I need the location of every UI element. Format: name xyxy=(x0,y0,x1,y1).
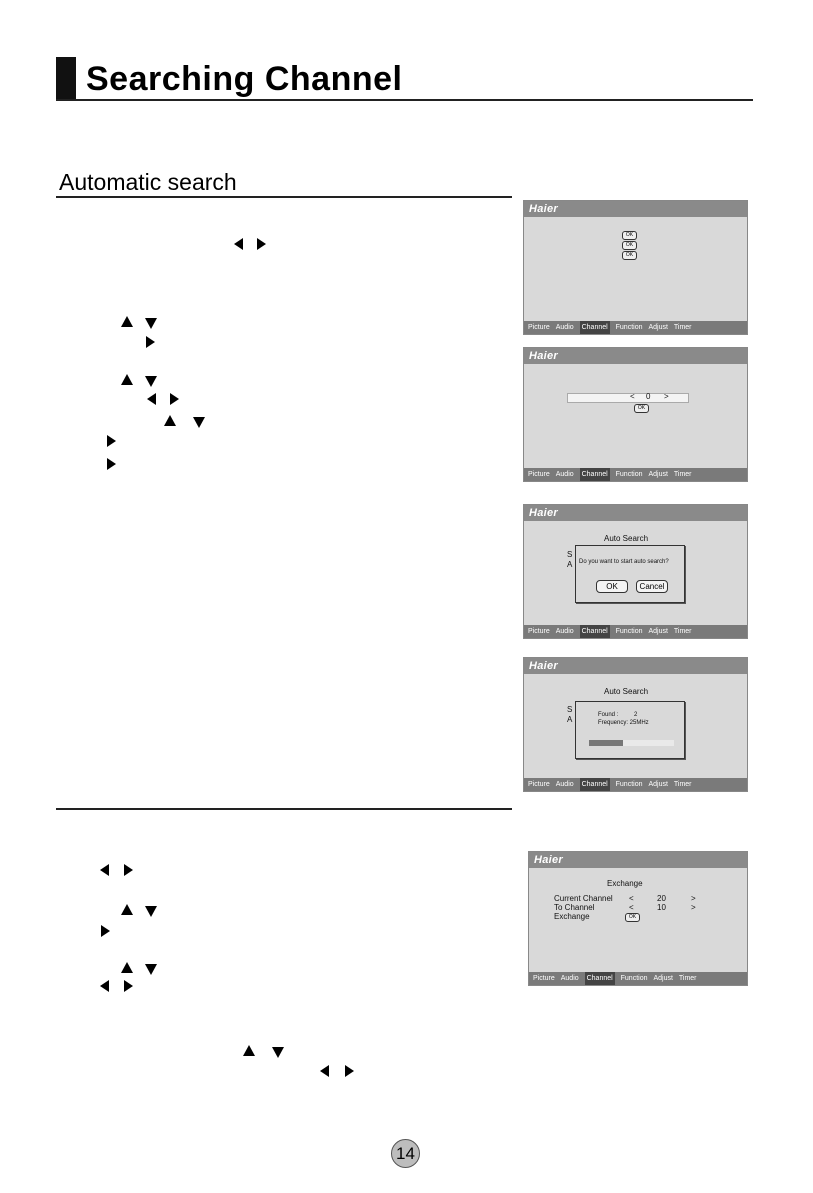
partial-label: S xyxy=(567,550,573,559)
menu-function[interactable]: Function xyxy=(615,628,643,635)
menu-adjust[interactable]: Adjust xyxy=(648,471,668,478)
menu-audio[interactable]: Audio xyxy=(555,781,574,788)
left-arrow-icon xyxy=(147,393,156,405)
slider-value: 0 xyxy=(646,392,651,401)
menu-picture[interactable]: Picture xyxy=(528,628,550,635)
menu-function[interactable]: Function xyxy=(620,975,648,982)
haier-logo: Haier xyxy=(529,660,559,672)
right-arrow-icon xyxy=(257,238,266,250)
menu-timer[interactable]: Timer xyxy=(673,471,692,478)
menu-timer[interactable]: Timer xyxy=(673,781,692,788)
down-arrow-icon xyxy=(145,906,157,917)
to-channel-value: 10 xyxy=(657,903,666,912)
found-value: 2 xyxy=(634,712,638,718)
menu-timer[interactable]: Timer xyxy=(673,628,692,635)
up-arrow-icon xyxy=(164,415,176,426)
menu-bar xyxy=(529,972,747,985)
menu-bar xyxy=(524,468,747,481)
menu-adjust[interactable]: Adjust xyxy=(648,324,668,331)
section-title: Automatic search xyxy=(59,169,237,195)
tv-screen-auto-search-confirm xyxy=(523,504,748,639)
current-channel-value: 20 xyxy=(657,894,666,903)
right-arrow-icon xyxy=(101,925,110,937)
menu-function[interactable]: Function xyxy=(615,781,643,788)
partial-label: A xyxy=(567,560,573,569)
screen-heading: Auto Search xyxy=(604,534,649,543)
haier-logo: Haier xyxy=(529,203,559,215)
haier-logo: Haier xyxy=(529,507,559,519)
to-channel-left[interactable]: < xyxy=(629,903,634,912)
current-channel-left[interactable]: < xyxy=(629,894,634,903)
ok-button[interactable]: OK xyxy=(596,580,628,593)
menu-bar xyxy=(524,778,747,791)
progress-fill xyxy=(589,740,623,746)
found-label: Found : xyxy=(598,712,619,718)
haier-logo: Haier xyxy=(529,350,559,362)
menu-picture[interactable]: Picture xyxy=(528,324,550,331)
up-arrow-icon xyxy=(121,904,133,915)
down-arrow-icon xyxy=(145,318,157,329)
menu-adjust[interactable]: Adjust xyxy=(648,628,668,635)
left-arrow-icon xyxy=(320,1065,329,1077)
partial-label: S xyxy=(567,705,573,714)
menu-picture[interactable]: Picture xyxy=(528,781,550,788)
left-arrow-icon xyxy=(100,980,109,992)
progress-dialog xyxy=(575,701,685,759)
to-channel-right[interactable]: > xyxy=(691,903,696,912)
title-divider xyxy=(56,99,753,101)
menu-function[interactable]: Function xyxy=(615,471,643,478)
right-arrow-icon xyxy=(146,336,155,348)
menu-channel[interactable]: Channel xyxy=(580,778,610,791)
search-progress-bar xyxy=(589,740,674,746)
ok-button[interactable]: OK xyxy=(622,231,637,240)
current-channel-right[interactable]: > xyxy=(691,894,696,903)
menu-adjust[interactable]: Adjust xyxy=(648,781,668,788)
ok-button[interactable]: OK xyxy=(625,913,640,922)
current-channel-label: Current Channel xyxy=(554,894,613,903)
right-arrow-icon xyxy=(107,458,116,470)
section-divider-2 xyxy=(56,808,512,810)
right-arrow-icon xyxy=(107,435,116,447)
down-arrow-icon xyxy=(272,1047,284,1058)
ok-button[interactable]: OK xyxy=(622,241,637,250)
menu-channel[interactable]: Channel xyxy=(580,321,610,334)
frequency-text: Frequency: 25MHz xyxy=(598,720,649,726)
menu-timer[interactable]: Timer xyxy=(673,324,692,331)
menu-bar xyxy=(524,321,747,334)
menu-audio[interactable]: Audio xyxy=(560,975,579,982)
menu-audio[interactable]: Audio xyxy=(555,324,574,331)
up-arrow-icon xyxy=(121,962,133,973)
confirm-dialog xyxy=(575,545,685,603)
to-channel-label: To Channel xyxy=(554,903,595,912)
tv-screen-auto-search-progress xyxy=(523,657,748,792)
down-arrow-icon xyxy=(193,417,205,428)
cancel-button[interactable]: Cancel xyxy=(636,580,668,593)
page-title: Searching Channel xyxy=(86,60,403,98)
down-arrow-icon xyxy=(145,964,157,975)
menu-timer[interactable]: Timer xyxy=(678,975,697,982)
up-arrow-icon xyxy=(243,1045,255,1056)
left-arrow-icon xyxy=(100,864,109,876)
right-arrow-icon xyxy=(170,393,179,405)
right-arrow-icon xyxy=(345,1065,354,1077)
menu-function[interactable]: Function xyxy=(615,324,643,331)
haier-logo: Haier xyxy=(534,854,564,866)
section-divider xyxy=(56,196,512,198)
slider-right: > xyxy=(664,392,669,401)
exchange-label: Exchange xyxy=(554,912,590,921)
up-arrow-icon xyxy=(121,374,133,385)
page-number: 14 xyxy=(391,1139,420,1168)
dialog-question: Do you want to start auto search? xyxy=(579,559,669,565)
screen-heading: Auto Search xyxy=(604,687,649,696)
tv-screen-channel-select xyxy=(523,347,748,482)
partial-label: A xyxy=(567,715,573,724)
left-arrow-icon xyxy=(234,238,243,250)
menu-channel[interactable]: Channel xyxy=(585,972,615,985)
menu-picture[interactable]: Picture xyxy=(533,975,555,982)
menu-picture[interactable]: Picture xyxy=(528,471,550,478)
tv-screen-exchange xyxy=(528,851,748,986)
menu-audio[interactable]: Audio xyxy=(555,628,574,635)
down-arrow-icon xyxy=(145,376,157,387)
ok-button[interactable]: OK xyxy=(622,251,637,260)
menu-bar xyxy=(524,625,747,638)
right-arrow-icon xyxy=(124,980,133,992)
channel-slider[interactable] xyxy=(567,393,689,403)
title-block-icon xyxy=(56,57,76,101)
tv-screen-channel-menu xyxy=(523,200,748,335)
ok-button[interactable]: OK xyxy=(634,404,649,413)
menu-channel[interactable]: Channel xyxy=(580,468,610,481)
screen-heading: Exchange xyxy=(607,879,643,888)
slider-left: < xyxy=(630,392,635,401)
right-arrow-icon xyxy=(124,864,133,876)
menu-adjust[interactable]: Adjust xyxy=(653,975,673,982)
menu-audio[interactable]: Audio xyxy=(555,471,574,478)
menu-channel[interactable]: Channel xyxy=(580,625,610,638)
up-arrow-icon xyxy=(121,316,133,327)
